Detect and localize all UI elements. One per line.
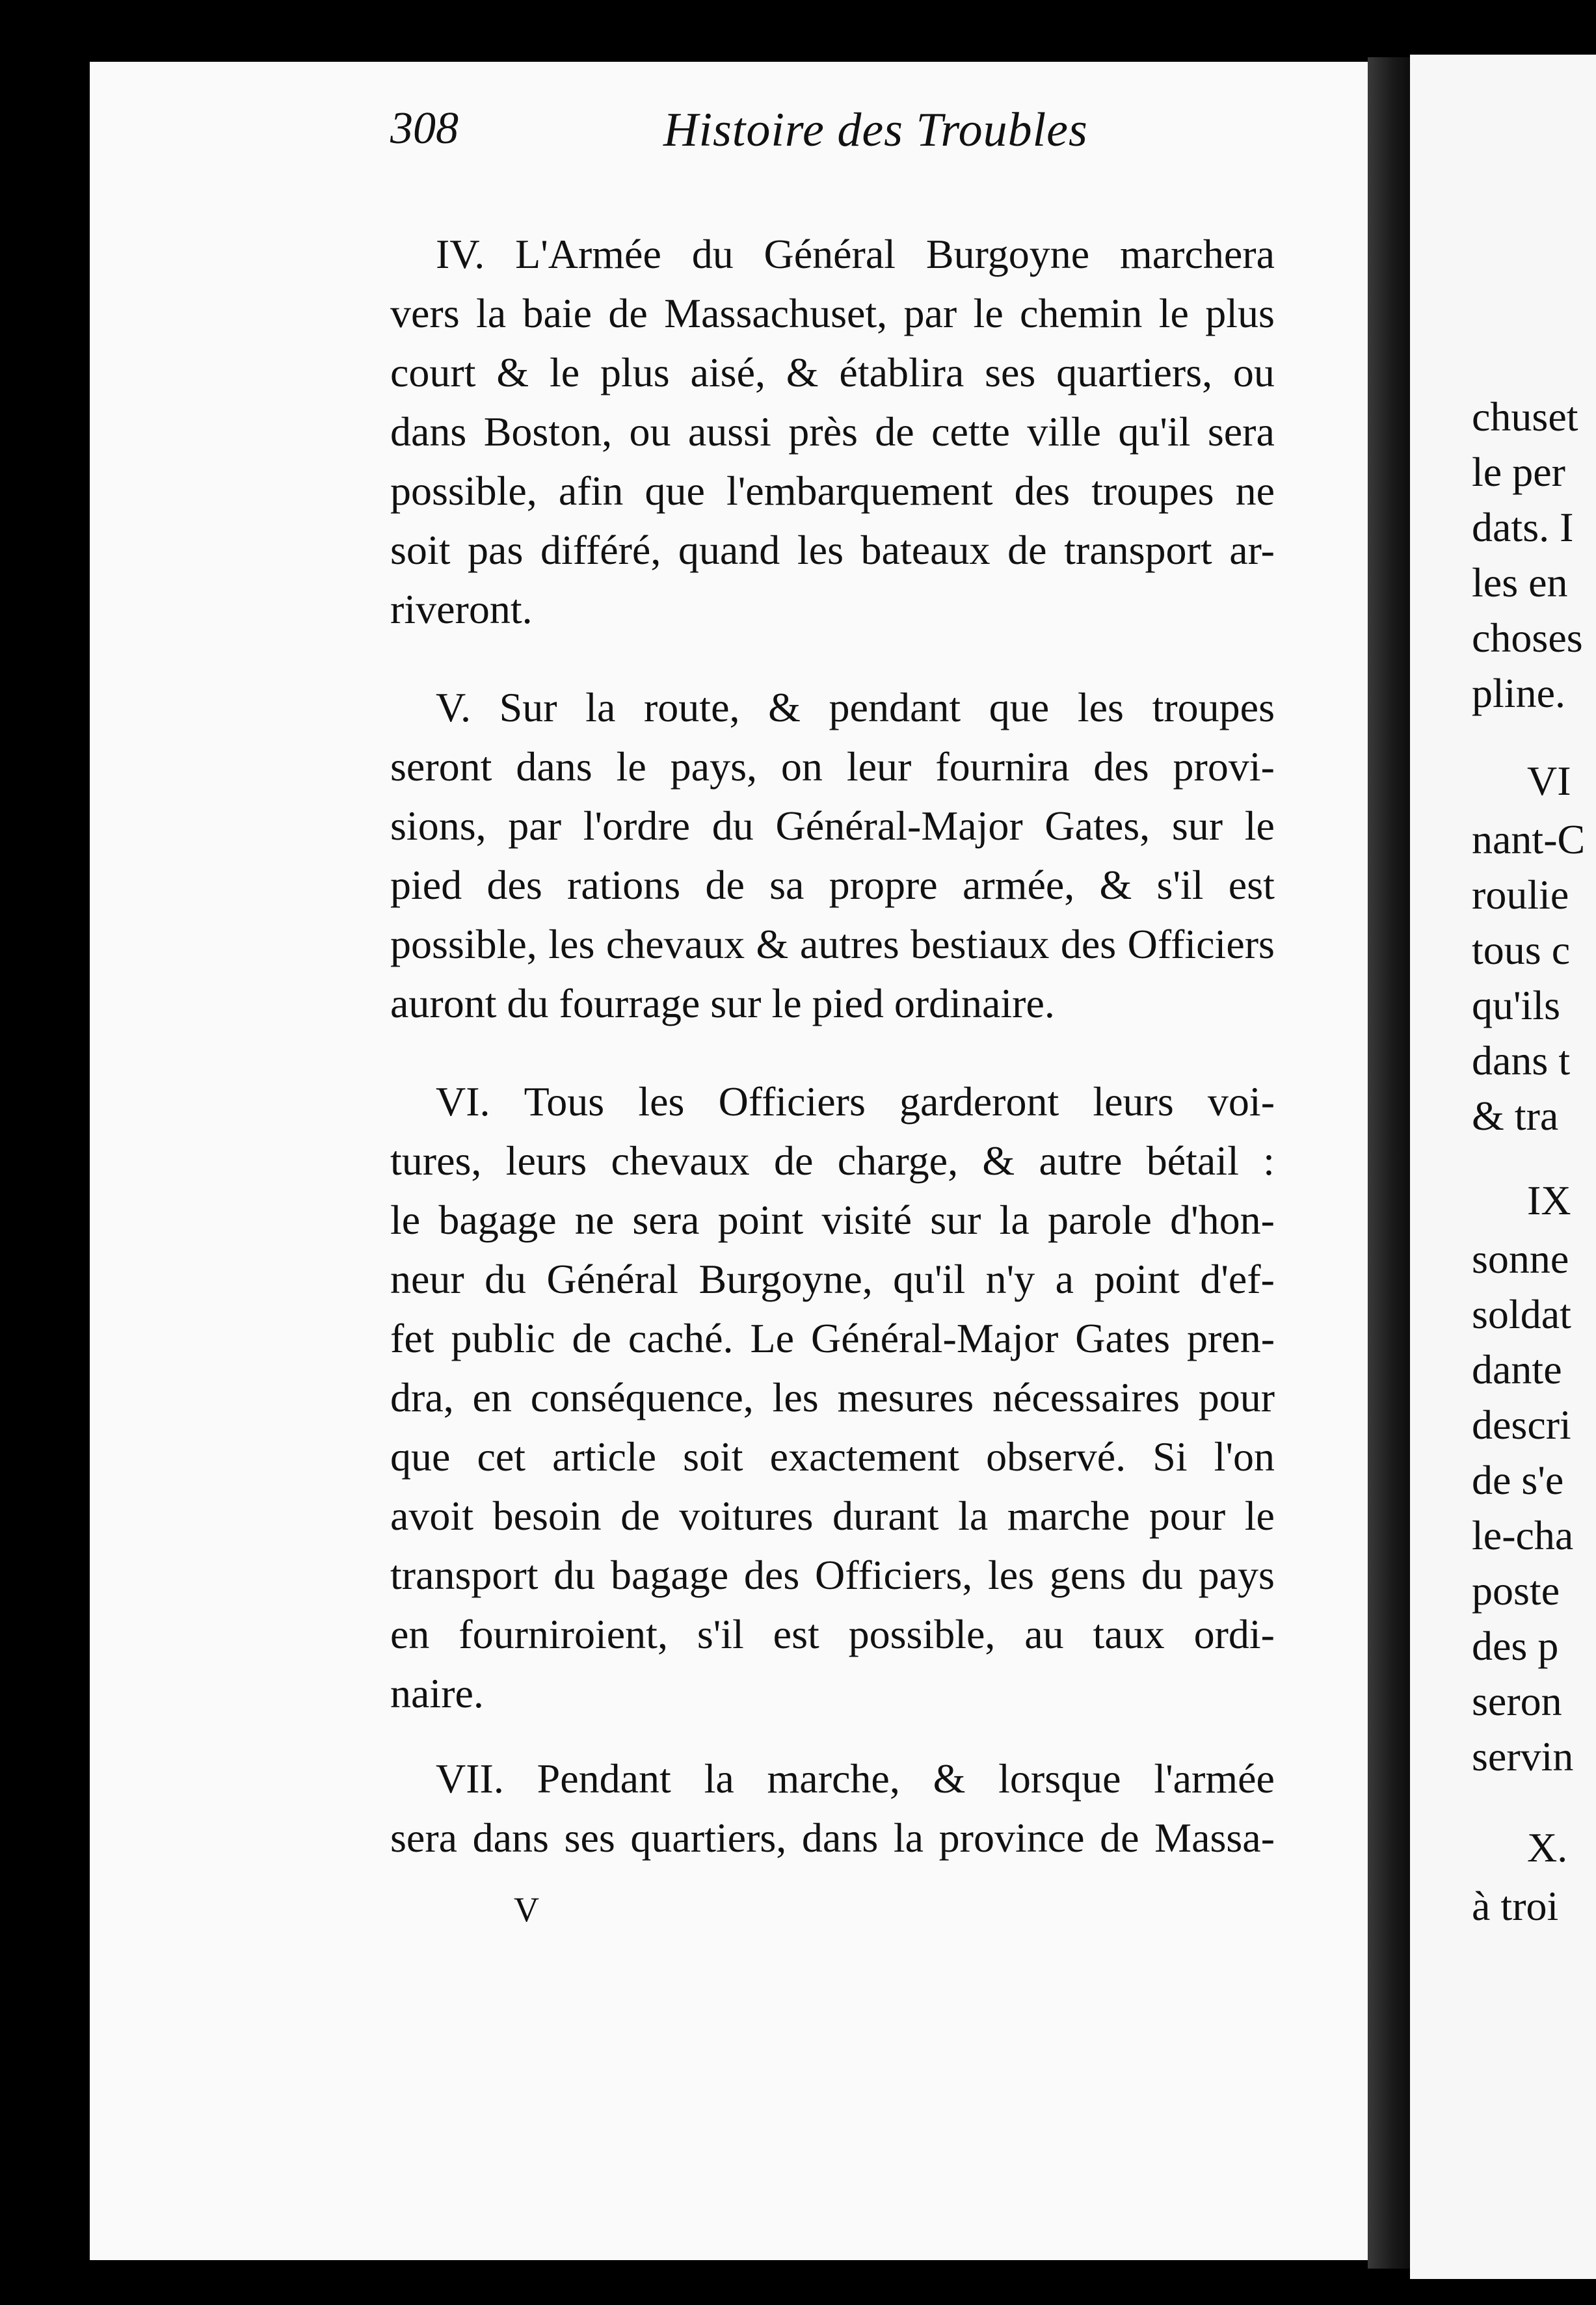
text-line: fet public de caché. Le Général-Major Gates pren- [390,1315,1275,1361]
body-text [390,224,1275,1867]
right-fragment: des p [1472,1623,1559,1669]
right-fragment: X. [1527,1824,1568,1871]
right-fragment: dans t [1472,1037,1571,1084]
text-line: dra, en conséquence, les mesures nécessaires pour [390,1374,1275,1420]
page-number: 308 [390,103,459,153]
text-line: tures, leurs chevaux de charge, & autre bétail : [390,1138,1275,1184]
text-line: le bagage ne sera point visité sur la parole d'hon- [390,1197,1275,1243]
text-line: naire. [390,1670,484,1716]
text-line: pied des rations de sa propre armée, & s'il est [390,862,1275,908]
text-line: IV. L'Armée du Général Burgoyne marchera [436,231,1275,277]
right-fragment: à troi [1472,1883,1559,1929]
book-spine [1368,57,1410,2269]
text-line: seront dans le pays, on leur fournira des provi- [390,743,1275,790]
right-fragment: chuset [1472,393,1578,440]
text-line: dans Boston, ou aussi près de cette ville qu'il sera [390,408,1275,455]
text-line: possible, les chevaux & autres bestiaux des Officiers [390,921,1275,967]
text-line: sions, par l'ordre du Général-Major Gates, sur le [390,803,1275,849]
right-fragment: seron [1472,1678,1562,1724]
right-fragment: tous c [1472,927,1571,973]
right-fragment: choses [1472,615,1583,661]
text-line: VII. Pendant la marche, & lorsque l'armée [436,1755,1275,1802]
page-header [390,103,1314,181]
running-title: Histoire des Troubles [663,103,1088,157]
text-line: sera dans ses quartiers, dans la province de Massa- [390,1815,1275,1861]
right-fragment: roulie [1472,872,1569,918]
right-fragment: IX [1527,1177,1571,1223]
text-line: riveront. [390,586,533,632]
text-line: auront du fourrage sur le pied ordinaire. [390,980,1055,1026]
text-line: en fourniroient, s'il est possible, au taux ordi- [390,1611,1275,1657]
text-line: que cet article soit exactement observé. Si l'on [390,1433,1275,1480]
right-fragment: & tra [1472,1093,1559,1139]
right-fragment: VI [1527,758,1571,804]
right-fragment: nant-C [1472,816,1586,862]
right-fragment: poste [1472,1567,1560,1614]
text-line: possible, afin que l'embarquement des troupes ne [390,468,1275,514]
right-fragment: soldat [1472,1291,1571,1337]
text-line: soit pas différé, quand les bateaux de transport ar- [390,527,1275,573]
right-fragment: le-cha [1472,1512,1574,1558]
right-fragment: dante [1472,1346,1562,1392]
right-fragment: sonne [1472,1236,1569,1282]
right-fragment: dats. I [1472,504,1574,550]
text-line: VI. Tous les Officiers garderont leurs voi- [436,1078,1275,1125]
right-fragment: de s'e [1472,1457,1564,1503]
right-fragment: qu'ils [1472,982,1560,1028]
text-line: avoit besoin de voitures durant la marche pour le [390,1493,1275,1539]
text-line: vers la baie de Massachuset, par le chemin le plus [390,290,1275,336]
text-line: V. Sur la route, & pendant que les troupes [436,684,1275,730]
text-line: court & le plus aisé, & établira ses quartiers, ou [390,349,1275,395]
text-line: neur du Général Burgoyne, qu'il n'y a point d'ef- [390,1256,1275,1302]
signature-mark: V [514,1890,539,1929]
right-fragment: descri [1472,1402,1571,1448]
right-fragment: pline. [1472,670,1565,716]
text-line: transport du bagage des Officiers, les gens du pays [390,1552,1275,1598]
right-fragment: le per [1472,449,1565,495]
right-fragment: servin [1472,1733,1574,1779]
right-fragment: les en [1472,559,1568,606]
right-page [1410,55,1596,2279]
